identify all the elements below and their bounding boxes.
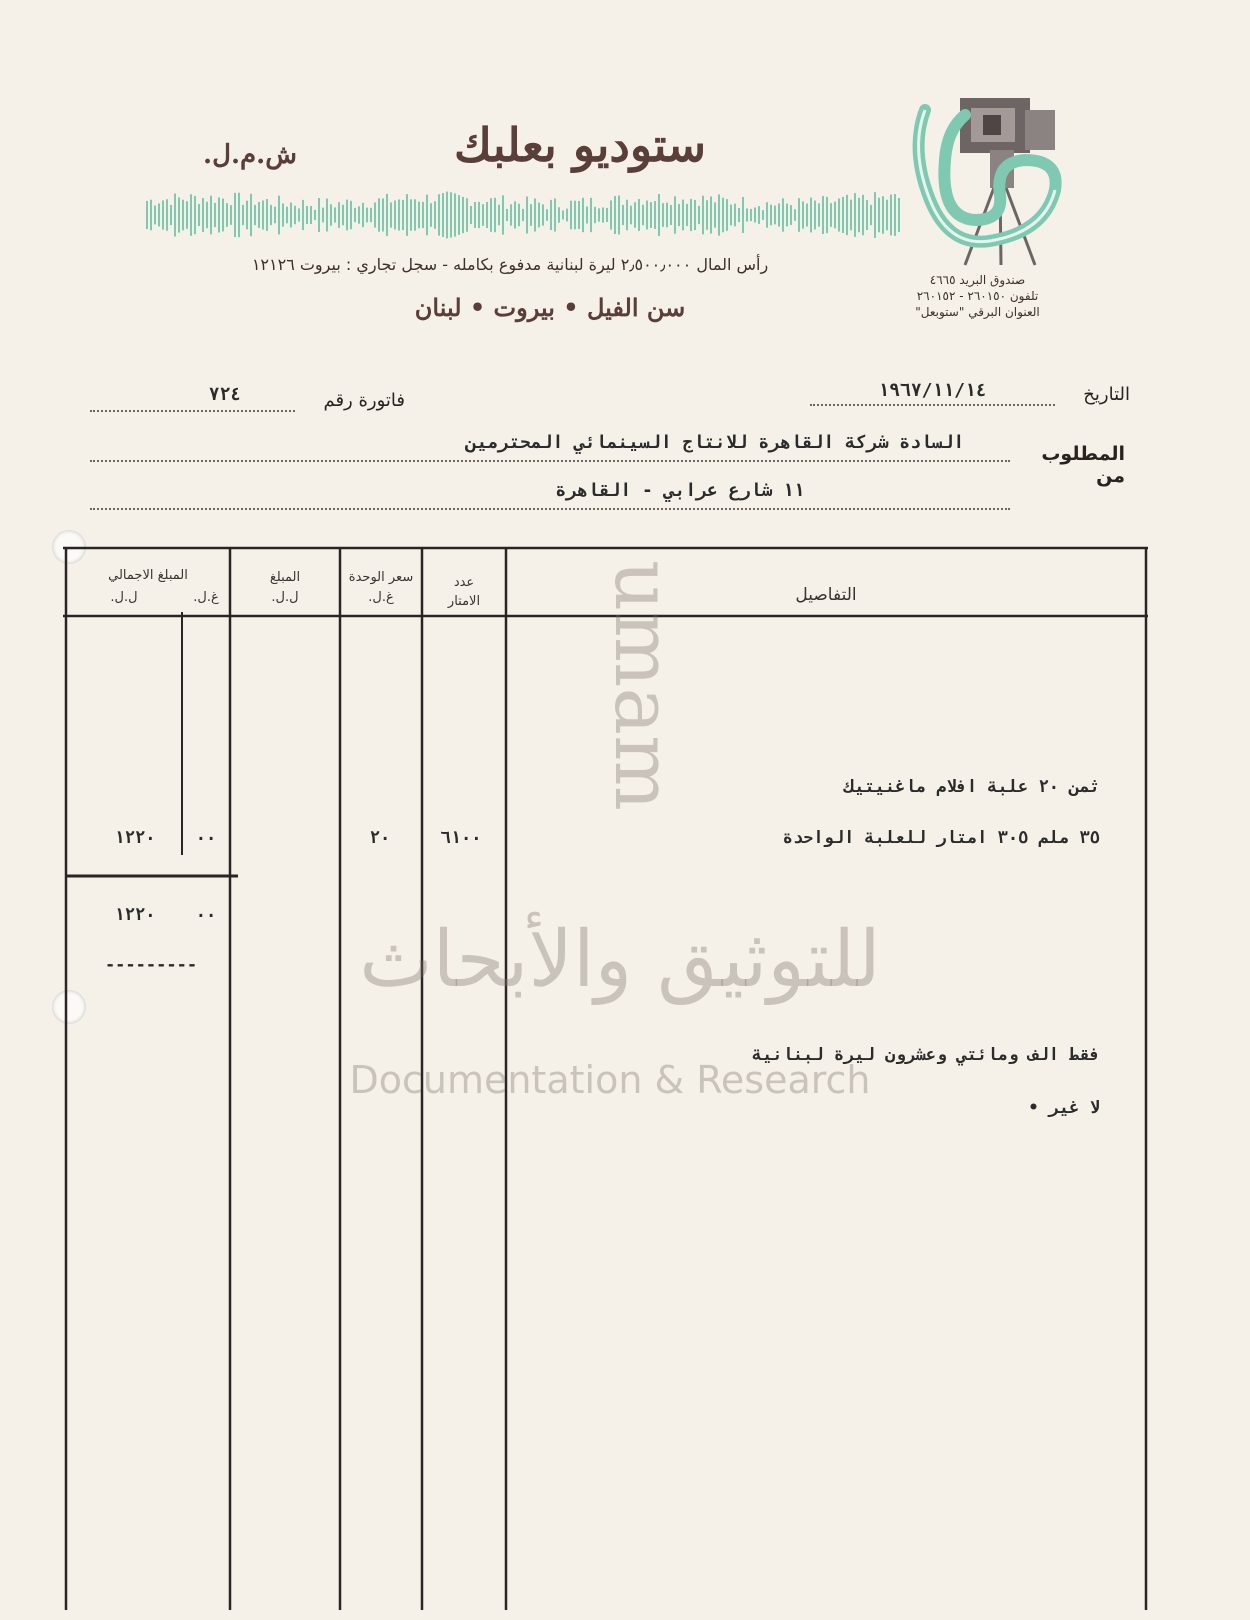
total-piasters-value: ٠٠ [195,828,217,848]
capital-line: رأس المال ٢٫٥٠٠٫٠٠٠ ليرة لبنانية مدفوع بكامله - سجل تجاري : بيروت ١٢١٢٦ [251,255,769,274]
date-label: التاريخ [1083,384,1130,405]
watermark-vertical: umam [597,560,690,811]
billed-to-label: المطلوب من [1041,443,1125,487]
watermark-english: Documentation & Research [349,1058,871,1102]
meters-value: ٦١٠٠ [440,828,482,848]
watermark-arabic: للتوثيق والأبحاث [359,915,881,1005]
telegram-address: العنوان البرقي "ستوبعل" [915,305,1040,319]
total-pounds-value: ١٢٢٠ [114,828,156,848]
header-unit-price-line1: سعر الوحدة [348,570,414,585]
phone-numbers: تلفون ٢٦٠١٥٠ - ٢٦٠١٥٢ [916,289,1039,303]
header-meters-line1: عدد [453,575,475,590]
header-total-pounds: ل.ل. [110,590,138,605]
amount-in-words: فقط الف ومائتي وعشرون ليرة لبنانية [752,1045,1100,1065]
billed-to-value: السادة شركة القاهرة للانتاج السينمائي المحترمين [465,432,965,453]
header-amount-line2: ل.ل. [271,590,299,605]
header-details: التفاصيل [795,585,857,605]
company-name: ستوديو بعلبك [453,118,707,172]
header-total-piasters: غ.ل. [193,590,219,605]
po-box: صندوق البريد ٤٦٦٥ [929,273,1026,287]
grand-total-piasters: ٠٠ [195,905,217,925]
no-more-text: لا غير • [1028,1098,1100,1118]
date-value: ١٩٦٧/١١/١٤ [878,380,987,401]
billed-address-value: ١١ شارع عرابي - القاهرة [555,480,805,501]
item-line-2: ٣٥ ملم ٣٠٥ امتار للعلبة الواحدة [782,828,1100,848]
cancel-dashes: --------- [104,955,198,975]
header-unit-price-line2: غ.ل. [368,590,394,605]
company-suffix: ش.م.ل. [203,140,297,170]
invoice-number-value: ٧٢٤ [208,384,242,405]
invoice-number-label: فاتورة رقم [323,390,405,411]
grand-total-pounds: ١٢٢٠ [114,905,156,925]
header-meters-line2: الامتار [447,594,481,609]
item-line-1: ثمن ٢٠ علبة افلام ماغنيتيك [844,777,1100,797]
unit-price-value: ٢٠ [369,828,391,848]
header-amount-line1: المبلغ [269,570,301,585]
header-total: المبلغ الاجمالي [108,568,188,583]
studio-address: سن الفيل • بيروت • لبنان [414,293,686,322]
